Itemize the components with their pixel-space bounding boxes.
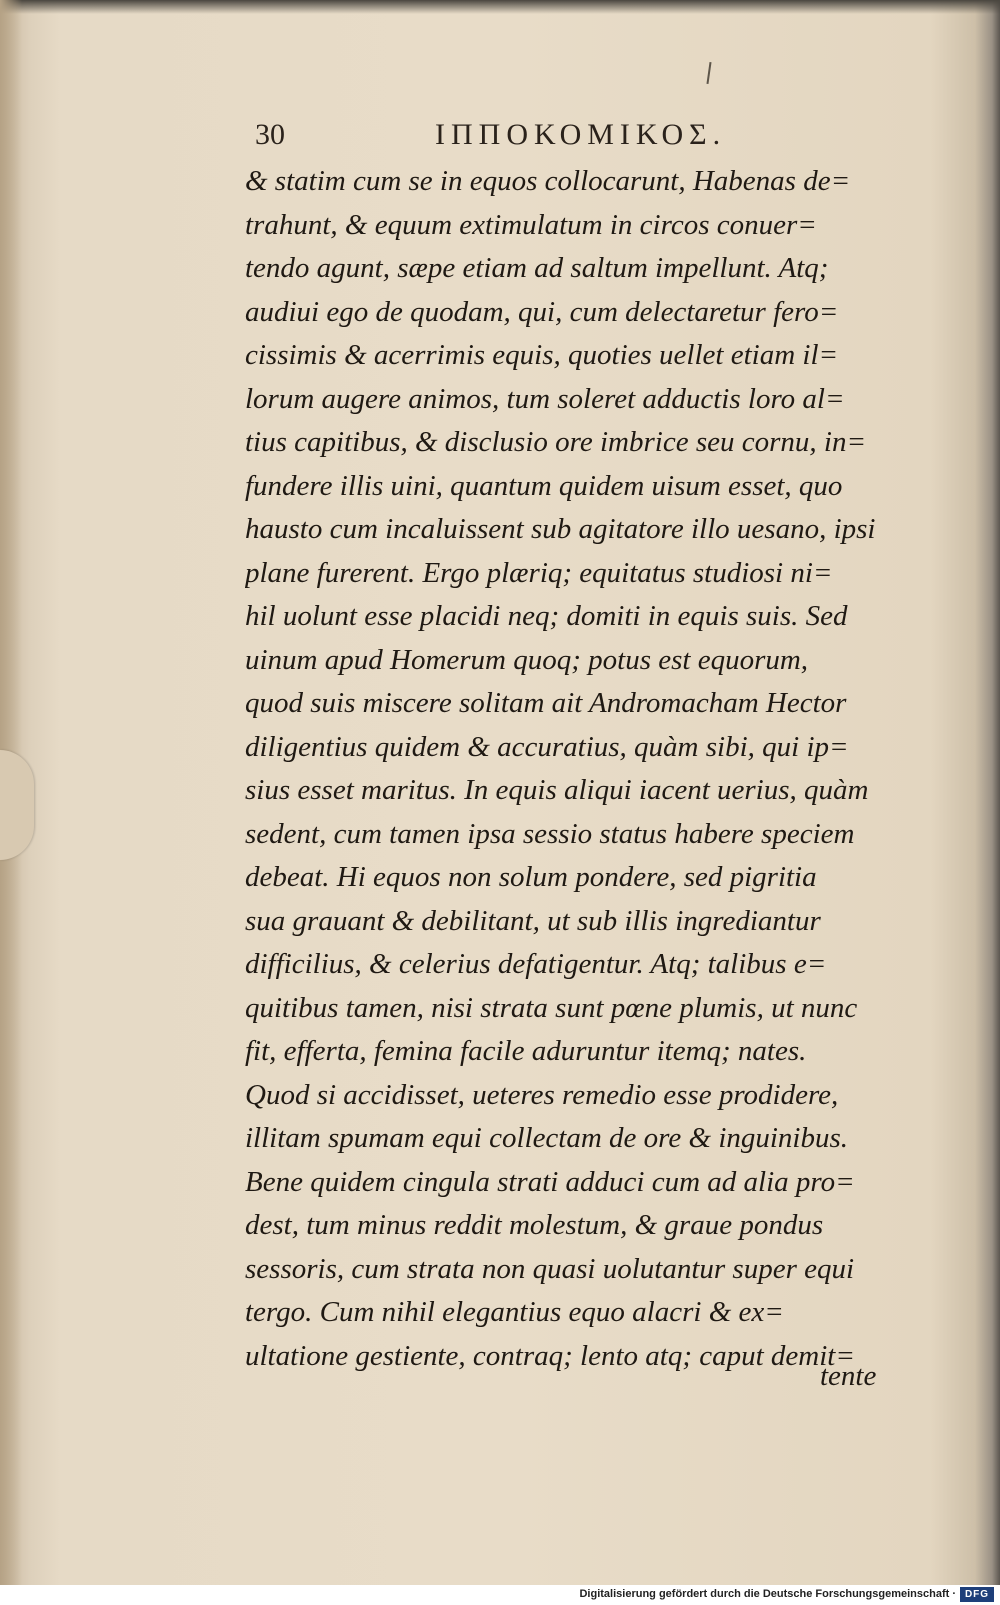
text-line: hausto cum incaluissent sub agitatore illo uesano, ipsi (245, 513, 876, 545)
text-line: fit, efferta, femina facile aduruntur itemq; nates. (245, 1035, 807, 1067)
text-line: tius capitibus, & disclusio ore imbrice seu cornu, in= (245, 426, 867, 458)
page-top-shadow (0, 0, 1000, 14)
text-line: quod suis miscere solitam ait Andromacham Hector (245, 687, 847, 719)
text-line: fundere illis uini, quantum quidem uisum esset, quo (245, 469, 843, 502)
digitization-credit: Digitalisierung gefördert durch die Deutsche Forschungsgemeinschaft · (579, 1588, 956, 1600)
ink-mark (706, 62, 711, 84)
text-line: quitibus tamen, nisi strata sunt pœne plumis, ut nunc (245, 991, 858, 1024)
catchword: tente (820, 1360, 877, 1392)
text-line: sius esset maritus. In equis aliqui iacent uerius, quàm (245, 774, 869, 806)
text-block (245, 160, 920, 1378)
text-line: illitam spumam equi collectam de ore & inguinibus. (245, 1122, 849, 1154)
dfg-logo-icon: DFG (960, 1587, 994, 1602)
text-line: ultatione gestiente, contraq; lento atq; caput demit= (245, 1339, 855, 1372)
page-edge-tab (0, 750, 34, 860)
text-line: lorum augere animos, tum soleret adductis loro al= (245, 382, 845, 415)
text-line: Quod si accidisset, ueteres remedio esse prodidere, (245, 1078, 839, 1111)
text-line: trahunt, & equum extimulatum in circos conuer= (245, 208, 817, 241)
text-line: sua grauant & debilitant, ut sub illis ingrediantur (245, 904, 821, 937)
text-line: sessoris, cum strata non quasi uolutantur super equi (245, 1252, 855, 1285)
text-line: dest, tum minus reddit molestum, & graue pondus (245, 1209, 824, 1241)
text-line: uinum apud Homerum quoq; potus est equorum, (245, 643, 809, 676)
running-title: ΙΠΠΟΚΟΜΙΚΟΣ. (435, 118, 727, 151)
text-line: & statim cum se in equos collocarunt, Habenas de= (245, 165, 851, 197)
text-line: cissimis & acerrimis equis, quoties uellet etiam il= (245, 339, 839, 371)
text-line: diligentius quidem & accuratius, quàm sibi, qui ip= (245, 730, 849, 763)
text-line: audiui ego de quodam, qui, cum delectaretur fero= (245, 295, 839, 328)
text-line: tendo agunt, sæpe etiam ad saltum impellunt. Atq; (245, 252, 829, 284)
text-line: Bene quidem cingula strati adduci cum ad alia pro= (245, 1165, 855, 1198)
text-line: tergo. Cum nihil elegantius equo alacri & ex= (245, 1296, 784, 1328)
text-line: debeat. Hi equos non solum pondere, sed pigritia (245, 861, 817, 893)
page-number: 30 (255, 118, 285, 151)
text-line: plane furerent. Ergo plæriq; equitatus studiosi ni= (245, 556, 833, 589)
text-line: sedent, cum tamen ipsa sessio status habere speciem (245, 817, 855, 850)
text-line: difficilius, & celerius defatigentur. Atq; talibus e= (245, 948, 827, 980)
text-line: hil uolunt esse placidi neq; domiti in equis suis. Sed (245, 600, 848, 632)
page-header (255, 118, 895, 164)
